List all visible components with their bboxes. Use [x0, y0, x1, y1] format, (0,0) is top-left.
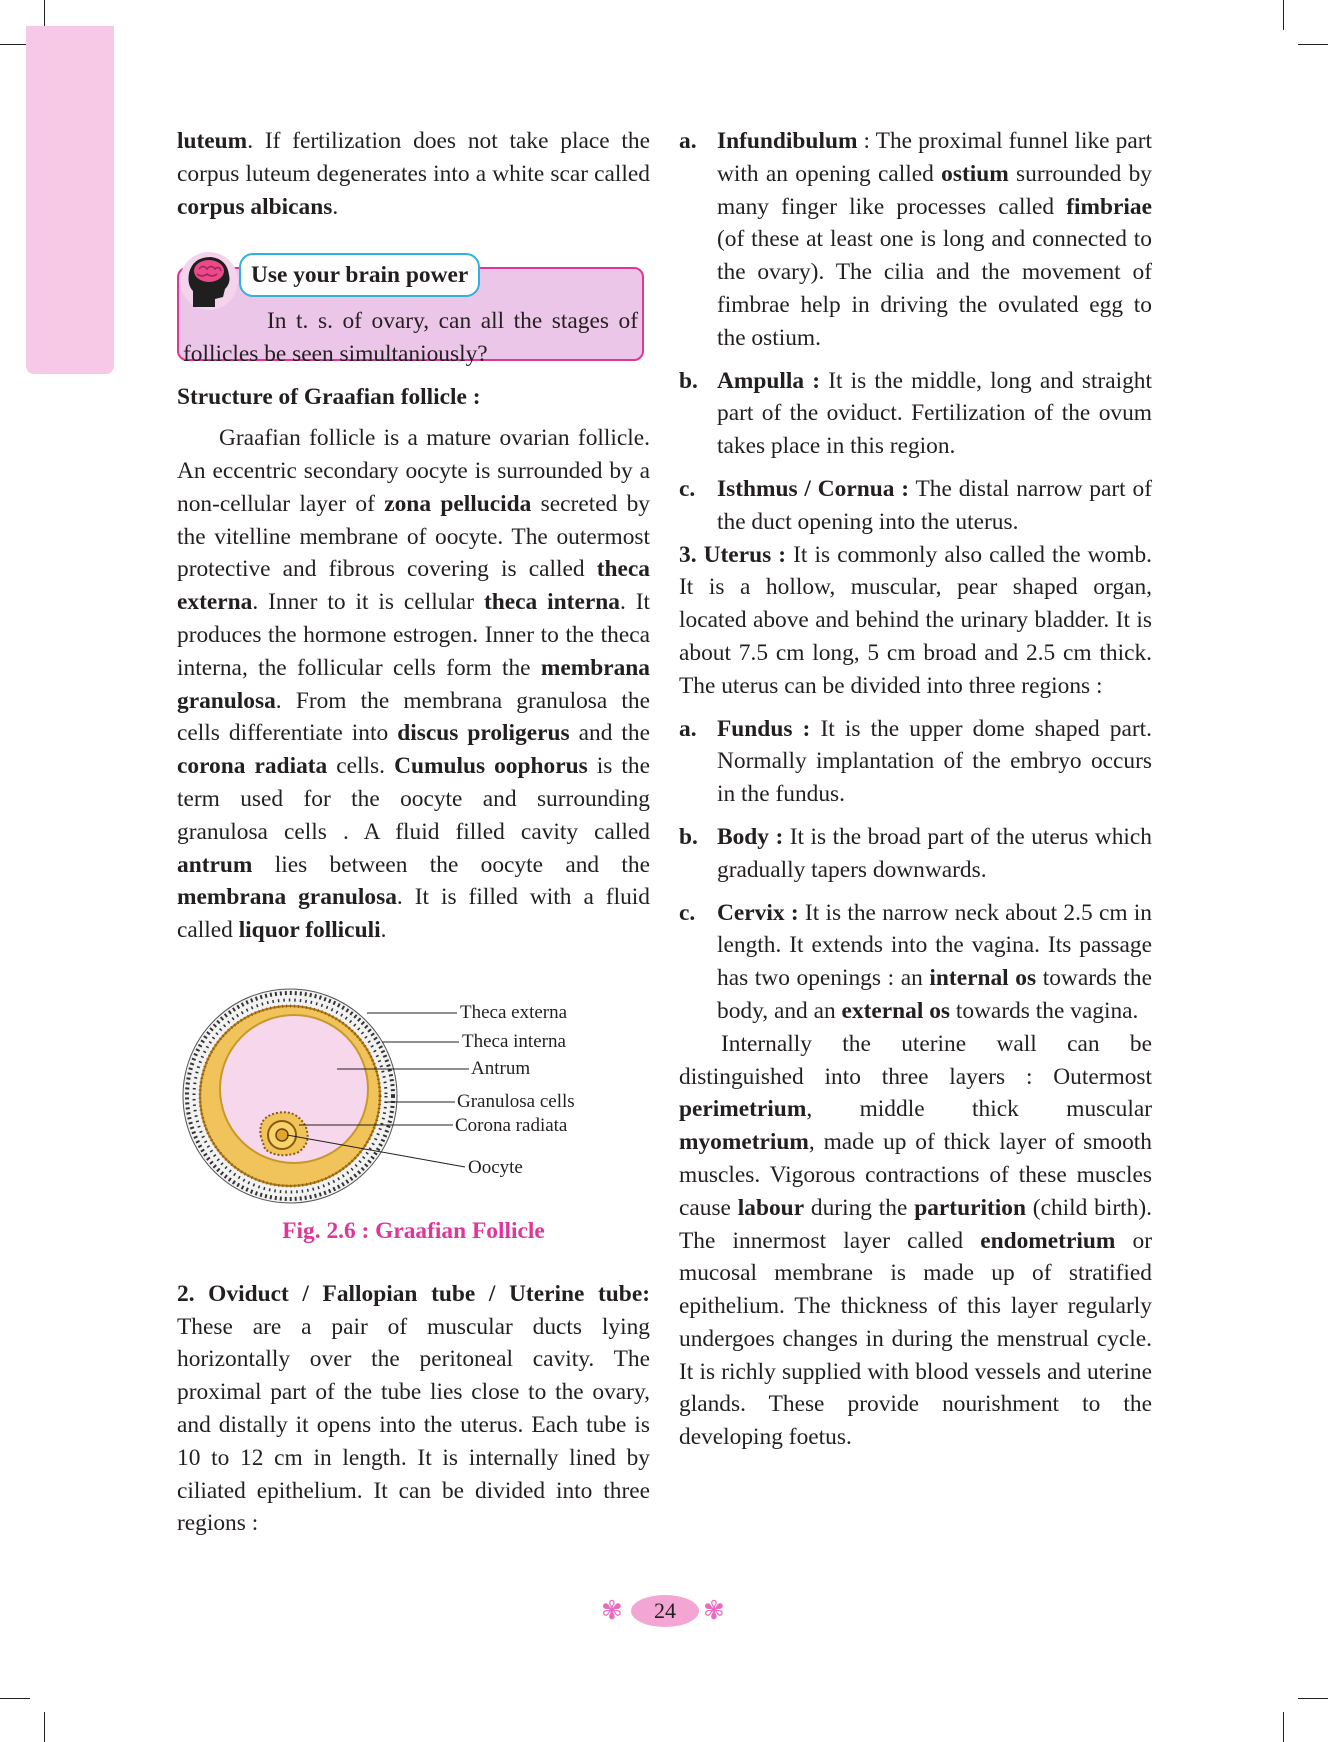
label-theca-interna: Theca interna — [462, 1030, 566, 1052]
figure-caption: Fig. 2.6 : Graafian Follicle — [282, 1217, 545, 1244]
side-tab — [26, 26, 114, 374]
flower-icon: ✾ — [601, 1596, 623, 1625]
page-number: 24 — [631, 1595, 699, 1627]
right-column — [679, 125, 1152, 1454]
list-item-ampulla: b. Ampulla : It is the middle, long and straight part of the oviduct. Fertilization of the ovum takes place in this region. — [679, 367, 1152, 460]
crop-mark — [0, 1698, 30, 1699]
crop-mark — [44, 1712, 45, 1742]
list-item-infundibulum: a. Infundibulum : The proximal funnel like part with an opening called ostium surrounded by many finger like processes called fimbriae (of these at least one is long and connected to the ovary). The cilia and the movement of fimbrae help in driving the ovulated egg to the ostium. — [679, 128, 1152, 351]
label-granulosa-cells: Granulosa cells — [457, 1090, 575, 1112]
brain-power-box — [177, 253, 648, 368]
paragraph-uterus: 3. Uterus : It is commonly also called the womb. It is a hollow, muscular, pear shaped organ, located above and behind the urinary bladder. It is about 7.5 cm long, 5 cm broad and 2.5 cm thick. The uterus can be divided into three regions : — [679, 541, 1152, 699]
structure-heading: Structure of Graafian follicle : — [177, 384, 481, 411]
brain-head-icon — [179, 249, 239, 313]
label-theca-externa: Theca externa — [460, 1001, 568, 1023]
label-antrum: Antrum — [471, 1057, 531, 1079]
crop-mark — [1283, 0, 1284, 30]
graafian-follicle-figure — [177, 987, 650, 1205]
paragraph-graafian: Graafian follicle is a mature ovarian follicle. An eccentric secondary oocyte is surrounded by a non-cellular layer of zona pellucida secreted by the vitelline membrane of oocyte. The outermost protective and fibrous covering is called theca externa. Inner to it is cellular theca interna. It produces the hormone estrogen. Inner to the theca interna, the follicular cells form the membrana granulosa. From the membrana granulosa the cells differentiate into discus proligerus and the corona radiata cells. Cumulus oophorus is the term used for the oocyte and surrounding granulosa cells . A fluid filled cavity called antrum lies between the oocyte and the membrana granulosa. It is filled with a fluid called liquor folliculi. — [177, 425, 651, 944]
graafian-follicle-diagram — [177, 987, 650, 1205]
page-number-badge — [595, 1591, 735, 1631]
flower-icon: ✾ — [703, 1596, 725, 1625]
list-item-cervix: c. Cervix : It is the narrow neck about 2.5 cm in length. It extends into the vagina. Its passage has two openings : an internal os towards the body, and an external os towards the vagina. — [679, 899, 1153, 1024]
list-item-body: b. Body : It is the broad part of the uterus which gradually tapers downwards. — [679, 823, 1152, 883]
brain-power-question: In t. s. of ovary, can all the stages of follicles be seen simultaniously? — [183, 308, 638, 368]
crop-mark — [1298, 1698, 1328, 1699]
left-column — [177, 125, 650, 1540]
list-item-fundus: a. Fundus : It is the upper dome shaped part. Normally implantation of the embryo occurs in the fundus. — [679, 715, 1152, 808]
list-item-isthmus: c. Isthmus / Cornua : The distal narrow part of the duct opening into the uterus. — [679, 475, 1152, 535]
crop-mark — [1298, 44, 1328, 45]
paragraph-oviduct: 2. Oviduct / Fallopian tube / Uterine tube: These are a pair of muscular ducts lying horizontally over the peritoneal cavity. The proximal part of the tube lies close to the ovary, and distally it opens into the uterus. Each tube is 10 to 12 cm in length. It is internally lined by ciliated epithelium. It can be divided into three regions : — [177, 1280, 650, 1537]
crop-mark — [1283, 1712, 1284, 1742]
label-corona-radiata: Corona radiata — [455, 1114, 568, 1136]
label-oocyte: Oocyte — [468, 1156, 523, 1178]
paragraph-luteum: luteum. If fertilization does not take place the corpus luteum degenerates into a white scar called corpus albicans. — [177, 128, 650, 220]
paragraph-uterine-wall: Internally the uterine wall can be distinguished into three layers : Outermost perimetrium, middle thick muscular myometrium, made up of thick layer of smooth muscles. Vigorous contractions of these muscles cause labour during the parturition (child birth). The innermost layer called endometrium or mucosal membrane is made up of stratified epithelium. The thickness of this layer regularly undergoes changes in during the menstrual cycle. It is richly supplied with blood vessels and uterine glands. These provide nourishment to the developing foetus. — [679, 1030, 1152, 1451]
brain-power-title: Use your brain power — [239, 253, 480, 297]
